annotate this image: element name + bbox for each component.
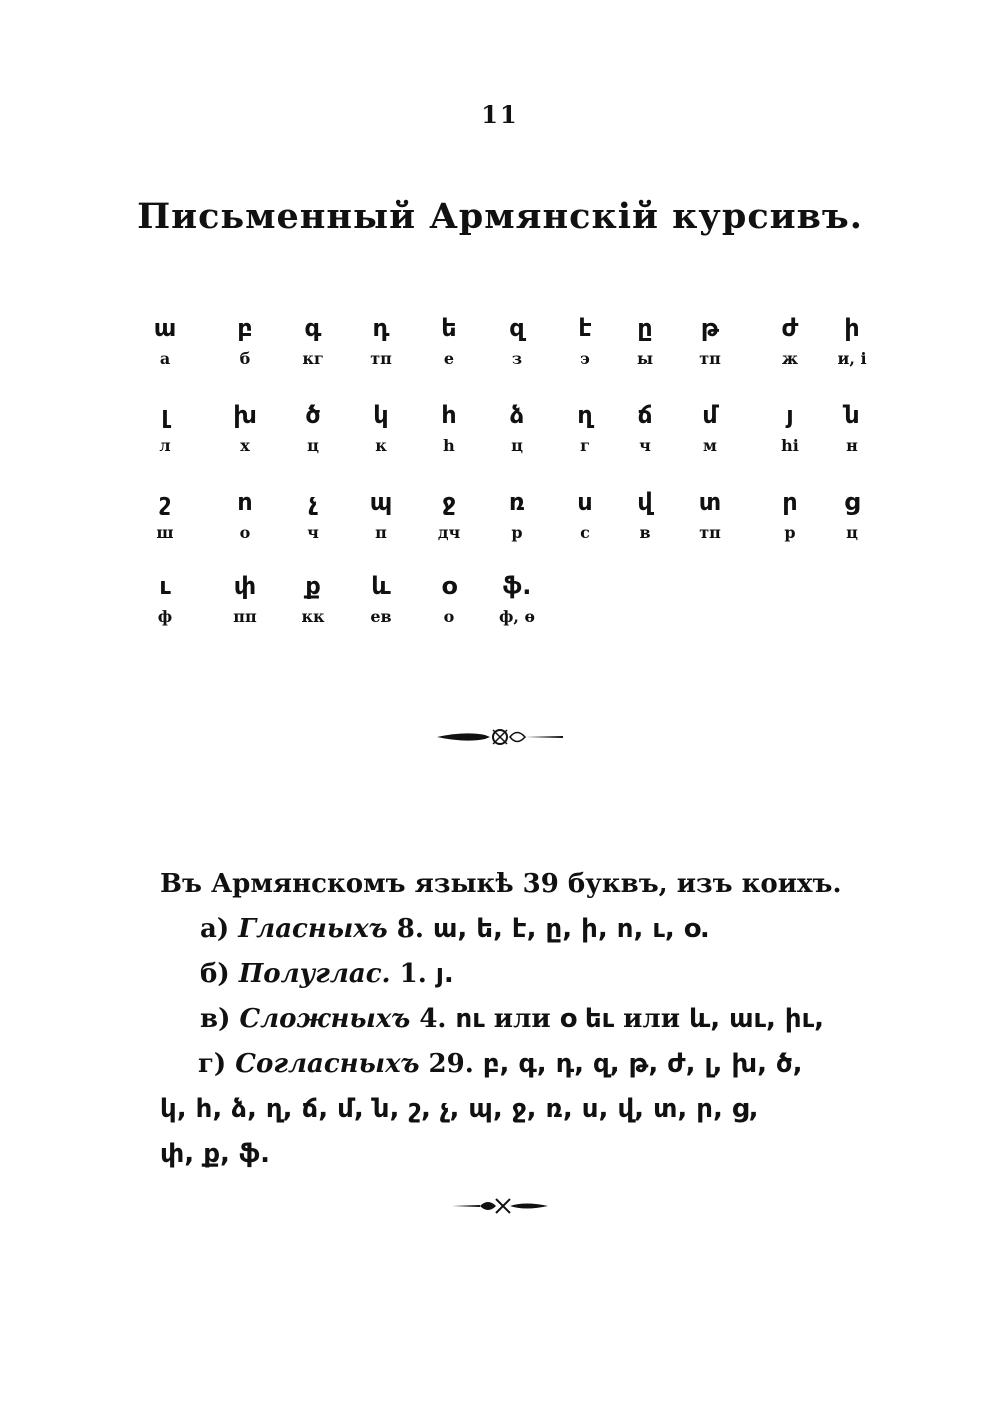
armenian-letter: պ (369, 488, 393, 516)
letter-transliteration: ф, ѳ (498, 607, 535, 626)
armenian-letter: ո (237, 488, 253, 516)
armenian-letter: գ (304, 314, 322, 342)
alphabet-cell (213, 310, 277, 372)
item-label: Полуглас. (238, 959, 391, 989)
armenian-letter: ծ (305, 401, 321, 429)
alphabet-cell (553, 397, 617, 459)
alphabet-cell (213, 397, 277, 459)
stats-semivowel (160, 952, 920, 997)
alphabet-cell (417, 484, 481, 546)
alphabet-cell (417, 397, 481, 459)
letter-transliteration: о (239, 523, 251, 542)
alphabet-cell (758, 484, 822, 546)
stats-consonants-end (160, 1132, 920, 1177)
alphabet-cell (281, 568, 345, 630)
armenian-letter: ե (441, 314, 457, 342)
letter-transliteration: ч (307, 523, 319, 542)
stats-vowels (160, 907, 920, 952)
letter-transliteration: ц (511, 436, 523, 455)
letter-transliteration: ч (639, 436, 651, 455)
letter-transliteration: з (511, 349, 523, 368)
letter-transliteration: ы (636, 349, 654, 368)
letter-transliteration: кк (301, 607, 325, 626)
letter-transliteration: ж (781, 349, 799, 368)
armenian-letter: ց (844, 488, 860, 516)
armenian-letter: բ (237, 314, 253, 342)
alphabet-cell (417, 310, 481, 372)
item-marker: г) (198, 1049, 227, 1079)
alphabet-row (0, 397, 1000, 467)
alphabet-cell (678, 397, 742, 459)
alphabet-cell (281, 397, 345, 459)
item-label: Сложныхъ (239, 1004, 411, 1034)
armenian-letter: ի (844, 314, 860, 342)
stats-intro (160, 862, 920, 907)
item-letters: ա, ե, է, ը, ի, ո, ւ, օ. (432, 914, 710, 944)
letter-transliteration: ц (307, 436, 319, 455)
armenian-letter: շ (159, 488, 171, 516)
letter-transliteration: а (159, 349, 171, 368)
alphabet-cell (613, 310, 677, 372)
letter-transliteration: ф (157, 607, 173, 626)
armenian-letter: և (371, 572, 391, 600)
letter-transliteration: пп (233, 607, 257, 626)
armenian-letter: մ (702, 401, 718, 429)
alphabet-cell (349, 484, 413, 546)
stats-compound (160, 997, 920, 1042)
page-title: Письменный Армянскій курсивъ. (137, 196, 863, 237)
armenian-letter: լ (161, 401, 169, 429)
alphabet-row (0, 568, 1000, 638)
letter-transliteration: л (159, 436, 171, 455)
alphabet-cell (613, 484, 677, 546)
armenian-letter: խ (233, 401, 257, 429)
alphabet-cell (281, 310, 345, 372)
alphabet-cell (133, 484, 197, 546)
letter-transliteration: г (580, 436, 590, 455)
armenian-letter: ս (577, 488, 593, 516)
letter-transliteration: ш (156, 523, 174, 542)
alphabet-cell (820, 484, 884, 546)
alphabet-cell (485, 568, 549, 630)
letter-transliteration: в (639, 523, 651, 542)
letter-transliteration: п (375, 523, 387, 542)
armenian-letter: վ (637, 488, 653, 516)
item-letters: և, աւ, իւ, (689, 1004, 824, 1034)
armenian-letter: օ (441, 572, 457, 600)
armenian-letter: թ (700, 314, 720, 342)
item-label: Гласныхъ (238, 914, 388, 944)
armenian-letter: փ (233, 572, 257, 600)
armenian-letter: չ (308, 488, 318, 516)
stats-intro-text: Въ Армянскомъ языкѣ 39 буквъ, изъ коихъ. (160, 869, 842, 899)
stats-consonants (160, 1042, 920, 1087)
armenian-letter: ձ (509, 401, 525, 429)
armenian-letter: ր (782, 488, 798, 516)
ornament-divider-top (0, 722, 1000, 756)
alphabet-cell (133, 397, 197, 459)
armenian-letter: ք (305, 572, 321, 600)
letter-transliteration: и, і (837, 349, 867, 368)
letter-transliteration: р (784, 523, 796, 542)
armenian-letter: յ (786, 401, 794, 429)
armenian-letter: ջ (442, 488, 456, 516)
letter-transliteration: тп (699, 349, 721, 368)
letter-transliteration: н (846, 436, 858, 455)
letter-transliteration: б (239, 349, 251, 368)
item-letters: յ. (435, 959, 454, 989)
armenian-letter: ն (844, 401, 860, 429)
item-count: 29. (428, 1049, 474, 1079)
armenian-letter: ռ (509, 488, 525, 516)
armenian-letter: ա (153, 314, 177, 342)
armenian-letter: ղ (577, 401, 593, 429)
ornament-divider-bottom (0, 1193, 1000, 1223)
item-letters: եւ (584, 1004, 615, 1034)
item-label: Согласныхъ (235, 1049, 420, 1079)
ornament-icon (450, 1193, 550, 1219)
item-letters: օ (559, 1004, 576, 1034)
alphabet-cell (485, 310, 549, 372)
armenian-letter: տ (698, 488, 722, 516)
armenian-letter: կ (373, 401, 389, 429)
alphabet-cell (553, 310, 617, 372)
armenian-letter: ժ (781, 314, 799, 342)
item-letters: կ, հ, ձ, ղ, ճ, մ, ն, շ, չ, պ, ջ, ռ, ս, վ, տ, ր, ց, (160, 1094, 759, 1124)
armenian-letter: հ (441, 401, 457, 429)
letter-statistics (160, 862, 920, 1177)
alphabet-cell (213, 484, 277, 546)
letter-transliteration: е (443, 349, 455, 368)
letter-transliteration: ц (846, 523, 858, 542)
item-letters: ու (455, 1004, 485, 1034)
armenian-letter: ը (637, 314, 653, 342)
item-count: 8. (396, 914, 424, 944)
item-letters: բ, գ, դ, զ, թ, ժ, լ, խ, ծ, (482, 1049, 803, 1079)
alphabet-row (0, 484, 1000, 554)
letter-transliteration: h (443, 436, 455, 455)
alphabet-cell (820, 397, 884, 459)
alphabet-cell (349, 310, 413, 372)
item-letters: փ, ք, ֆ. (160, 1139, 271, 1169)
item-count: 4. (419, 1004, 447, 1034)
item-count: 1. (399, 959, 427, 989)
letter-transliteration: р (511, 523, 523, 542)
alphabet-cell (417, 568, 481, 630)
alphabet-cell (213, 568, 277, 630)
stats-consonants-cont (160, 1087, 920, 1132)
alphabet-cell (820, 310, 884, 372)
alphabet-cell (678, 310, 742, 372)
item-marker: б) (200, 959, 230, 989)
ornament-icon (435, 722, 565, 752)
item-or-word: или (493, 1004, 551, 1034)
armenian-letter: զ (509, 314, 525, 342)
alphabet-cell (553, 484, 617, 546)
alphabet-cell (133, 568, 197, 630)
item-or-word: или (623, 1004, 681, 1034)
armenian-letter: է (578, 314, 592, 342)
item-marker: а) (200, 914, 230, 944)
letter-transliteration: м (703, 436, 717, 455)
armenian-letter: ֆ. (502, 572, 532, 600)
letter-transliteration: тп (370, 349, 392, 368)
item-marker: в) (200, 1004, 231, 1034)
armenian-letter: ճ (637, 401, 653, 429)
alphabet-cell (349, 568, 413, 630)
letter-transliteration: hi (781, 436, 799, 455)
alphabet-cell (349, 397, 413, 459)
alphabet-cell (485, 397, 549, 459)
alphabet-cell (758, 397, 822, 459)
letter-transliteration: с (580, 523, 590, 542)
alphabet-row (0, 310, 1000, 380)
letter-transliteration: тп (699, 523, 721, 542)
letter-transliteration: к (375, 436, 387, 455)
letter-transliteration: о (443, 607, 455, 626)
armenian-letter: ւ (159, 572, 171, 600)
armenian-letter: դ (372, 314, 390, 342)
letter-transliteration: х (240, 436, 250, 455)
alphabet-cell (281, 484, 345, 546)
alphabet-cell (678, 484, 742, 546)
alphabet-cell (133, 310, 197, 372)
letter-transliteration: ев (370, 607, 392, 626)
letter-transliteration: э (580, 349, 590, 368)
letter-transliteration: кг (302, 349, 324, 368)
alphabet-cell (485, 484, 549, 546)
letter-transliteration: дч (437, 523, 461, 542)
alphabet-cell (758, 310, 822, 372)
page-number: 11 (481, 100, 519, 129)
alphabet-cell (613, 397, 677, 459)
